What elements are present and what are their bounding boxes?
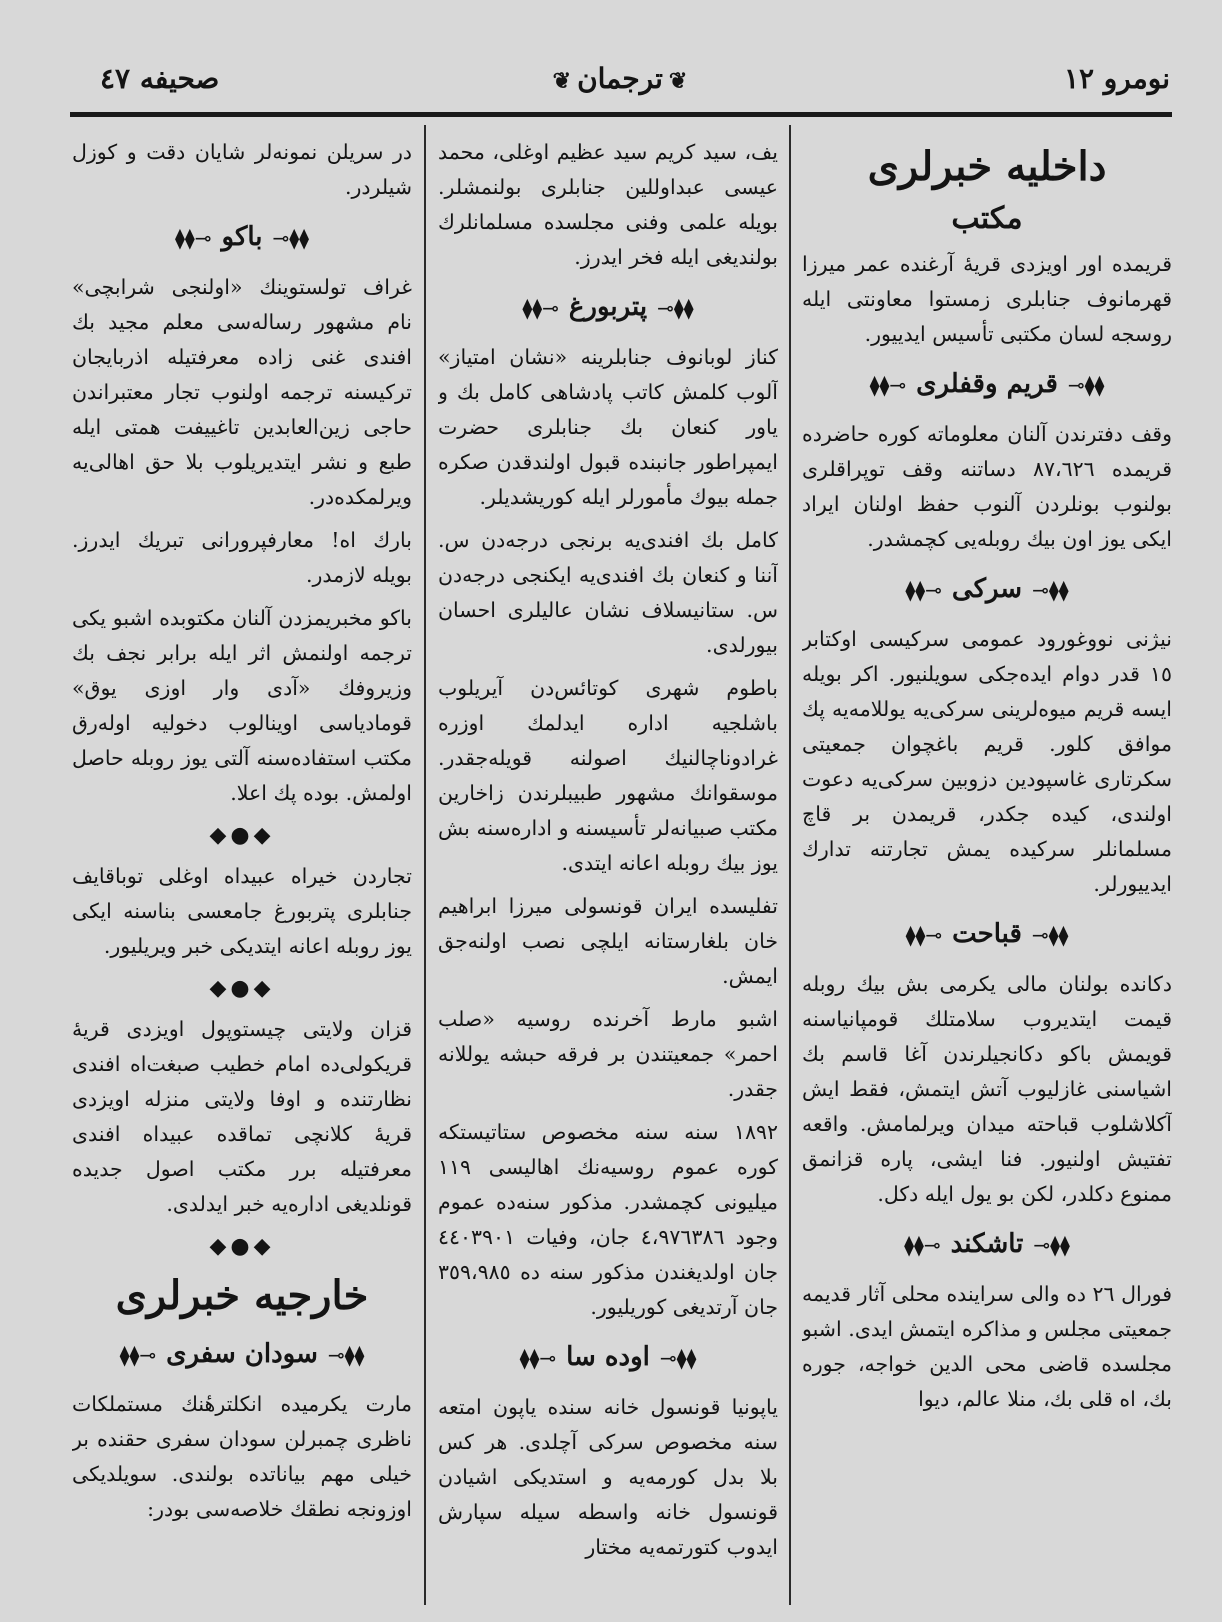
article-paragraph: قزان ولایتی چیستوپول اویزدی قریهٔ قریکولی‌ده امام خطیب صبغت‌اه افندی نظارتنده و اوفا ولایتی منزله اویزدی قریهٔ کلانچی تماقده عبیداه افندی معرفتیله برر مکتب اصول جدیده قونلدیغی اداره‌یه خبر ایدلدی. xyxy=(72,1017,412,1216)
article-paragraph: تفلیسده ایران قونسولی میرزا ابراهیم خان بلغارستانه ایلچی نصب اولنه‌جق ایمش. xyxy=(438,894,778,988)
page-number: صحیفه ٤٧ xyxy=(100,62,220,95)
column-divider xyxy=(424,125,426,1605)
article-title: ⧫⧫⊸تاشکند⊸⧫⧫ xyxy=(904,1229,1070,1259)
section-heading: خارجیه خبرلری xyxy=(115,1272,369,1319)
newspaper-title xyxy=(547,62,694,95)
separator-icon: ◆●◆ xyxy=(209,823,275,848)
left-column xyxy=(72,135,412,1615)
section-heading: داخلیه خبرلری xyxy=(867,143,1107,190)
newspaper-title-text: ترجمان xyxy=(577,62,663,95)
separator-icon: ◆●◆ xyxy=(209,1234,275,1259)
article-title: ⧫⧫⊸باکو⊸⧫⧫ xyxy=(174,222,310,252)
middle-column xyxy=(438,135,778,1615)
article-paragraph: یاپونیا قونسول خانه سنده یاپون امتعه سنه مخصوص سرکی آچلدی. هر کس بلا بدل کورمه‌یه و استدیکی اشیادن قونسول خانه واسطه سیله سپارش ایدوب کتورتمه‌یه مختار xyxy=(438,1395,778,1559)
article-title: ⧫⧫⊸سرکی⊸⧫⧫ xyxy=(905,574,1069,604)
article-paragraph: یف، سید کریم سید عظیم اوغلی، محمد عیسی عبداوللین جنابلری بولنمشلر. بویله علمی وفنی مجلسده مسلمانلرك بولندیغی ایله فخر ایدرز. xyxy=(438,140,778,269)
issue-number: نومرو ١٢ xyxy=(1063,62,1170,95)
article-title: ⧫⧫⊸قریم وقفلری⊸⧫⧫ xyxy=(869,369,1105,399)
article-paragraph: وقف دفترندن آلنان معلوماته کوره حاضرده قریمده ٨٧،٦٢٦ دساتنه وقف توپراقلری بولنوب بونلردن آلنوب حفظ اولنان ایراد ایکی یوز اون بیك روبله‌یی کچمشدر. xyxy=(802,422,1172,551)
article-paragraph: قریمده اور اویزدی قریهٔ آرغنده عمر میرزا قهرمانوف جنابلری زمستوا معاونتی ایله روسجه لسان مکتبی تأسیس ایدییور. xyxy=(802,252,1172,346)
article-title: ⧫⧫⊸پتربورغ⊸⧫⧫ xyxy=(522,292,694,322)
article-paragraph: تجاردن خیراه عبیداه اوغلی توباقایف جنابلری پتربورغ جامعسی بناسنه ایکی یوز روبله اعانه ایتدیکی خبر ویریلیور. xyxy=(72,864,412,958)
article-title: ⧫⧫⊸اوده سا⊸⧫⧫ xyxy=(519,1342,697,1372)
header-rule xyxy=(70,112,1172,117)
separator-icon: ◆●◆ xyxy=(209,976,275,1001)
article-paragraph: در سریلن نمونه‌لر شایان دقت و کوزل شیلردر. xyxy=(72,140,412,199)
ornament-icon: ❦ xyxy=(552,68,572,94)
ornament-icon: ❦ xyxy=(668,68,688,94)
article-paragraph: مارت یکرمیده انکلترهٔنك مستملکات ناظری چمبرلن سودان سفری حقنده بر خیلی مهم بیاناتده بولندی. سویلدیکی اوزونجه نطقك خلاصه‌سی بودر: xyxy=(72,1392,412,1521)
article-paragraph: کامل بك افندی‌یه برنجی درجه‌دن س. آننا و کنعان بك افندی‌یه ایکنجی درجه‌دن س. ستانیسلاف نشان عالیلری احسان بیورلدی. xyxy=(438,528,778,657)
right-column xyxy=(802,135,1172,1615)
article-paragraph: فورال ٢٦ ده والی سراینده محلی آثار قدیمه جمعیتی مجلس و مذاکره ایتمش ایدی. اشبو مجلسده قاضی محی الدین خواجه، جوره بك، اه قلی بك، منلا عالم، دیوا xyxy=(802,1282,1172,1411)
article-paragraph: غراف تولستوینك «اولنجی شرابچی» نام مشهور رساله‌سی معلم مجید بك افندی غنی زاده معرفتیله اذربایجان ترکیسنه ترجمه اولنوب تجار معتبراندن حاجی زین‌العابدین تاغییفت همتی ایله طبع و نشر ایتدیریلوب بلا حق اهالی‌یه ویرلمکده‌در. xyxy=(72,275,412,509)
article-paragraph: اشبو مارط آخرنده روسیه «صلب احمر» جمعیتندن بر فرقه حبشه یوللانه جقدر. xyxy=(438,1007,778,1101)
article-title: ⧫⧫⊸قباحت⊸⧫⧫ xyxy=(905,919,1069,949)
article-paragraph: بارك اه! معارفپرورانی تبریك ایدرز. بویله لازمدر. xyxy=(72,528,412,587)
article-paragraph: کناز لوبانوف جنابلرینه «نشان امتیاز» آلوب کلمش کاتب پادشاهی کامل بك و یاور کنعان بك جنابلری حضرت ایمپراطور جانبنده قبول اولندقدن صکره جمله بیوك مأمورلر ایله کوریشدیلر. xyxy=(438,345,778,509)
article-paragraph: باکو مخبریمزدن آلنان مکتوبده اشبو یکی ترجمه اولنمش اثر ایله برابر نجف بك وزیروفك «آدی وار اوزی یوق» قومادیاسی اوینالوب دخولیه اوله‌رق مکتب استفاده‌سنه آلتی یوز روبله حاصل اولمش. بوده پك اعلا. xyxy=(72,606,412,805)
article-paragraph: ١٨٩٢ سنه سنه مخصوص ستاتیستکه کوره عموم روسیه‌نك اهالیسی ١١٩ میلیونی کچمشدر. مذکور سنه‌ده عموم وجود ٤،٩٧٦٣٨٦ جان، وفیات ٤٤٠٣٩٠١ جان اولدیغندن مذکور سنه ده ٣٥٩،٩٨٥ جان آرتدیغی کوریلیور. xyxy=(438,1120,778,1319)
article-title: ⧫⧫⊸سودان سفری⊸⧫⧫ xyxy=(119,1339,365,1369)
article-paragraph: باطوم شهری کوتائس‌دن آیریلوب باشلجیه اداره ایدلمك اوزره غرادوناچالنیك اصولنه قویله‌جقدر. موسقوانك مشهور طبیبلرندن زاخارین مکتب صبیانه‌لر تأسیسنه و اداره‌سنه بش یوز بیك روبله اعانه ایتدی. xyxy=(438,676,778,875)
column-divider xyxy=(789,125,791,1605)
article-paragraph: دکانده بولنان مالی یکرمی بش بیك روبله قیمت ایتدیروب سلامتلك قومپانیاسنه قویمش باکو دکانجیلرندن آغا قاسم بك اشیاسنی غازلیوب آتش ایتمش، فقط ایش آکلاشلوب قباحته میدان ویرلمامش. واقعه تفتیش اولنیور. فنا ایشی، پاره قزانمق ممنوع دکلدر، لکن بو یول ایله دکل. xyxy=(802,972,1172,1206)
sub-heading: مکتب xyxy=(951,201,1023,236)
page-header xyxy=(70,62,1170,106)
article-paragraph: نیژنی نووغورود عمومی سرکیسی اوکتابر ١٥ قدر دوام ایده‌جکی سویلنیور. اکر بویله ایسه قریم میوه‌لرینی سرکی‌یه یوللامه‌یه پك موافق کلور. قریم باغچوان جمعیتی سکرتاری غاسپودین دزوبین سرکی‌یه دعوت اولندی، کیده جکدر، قریمدن بر قاچ مسلمانلر سرکیده یمش تجارتنه تدارك ایدییورلر. xyxy=(802,627,1172,896)
